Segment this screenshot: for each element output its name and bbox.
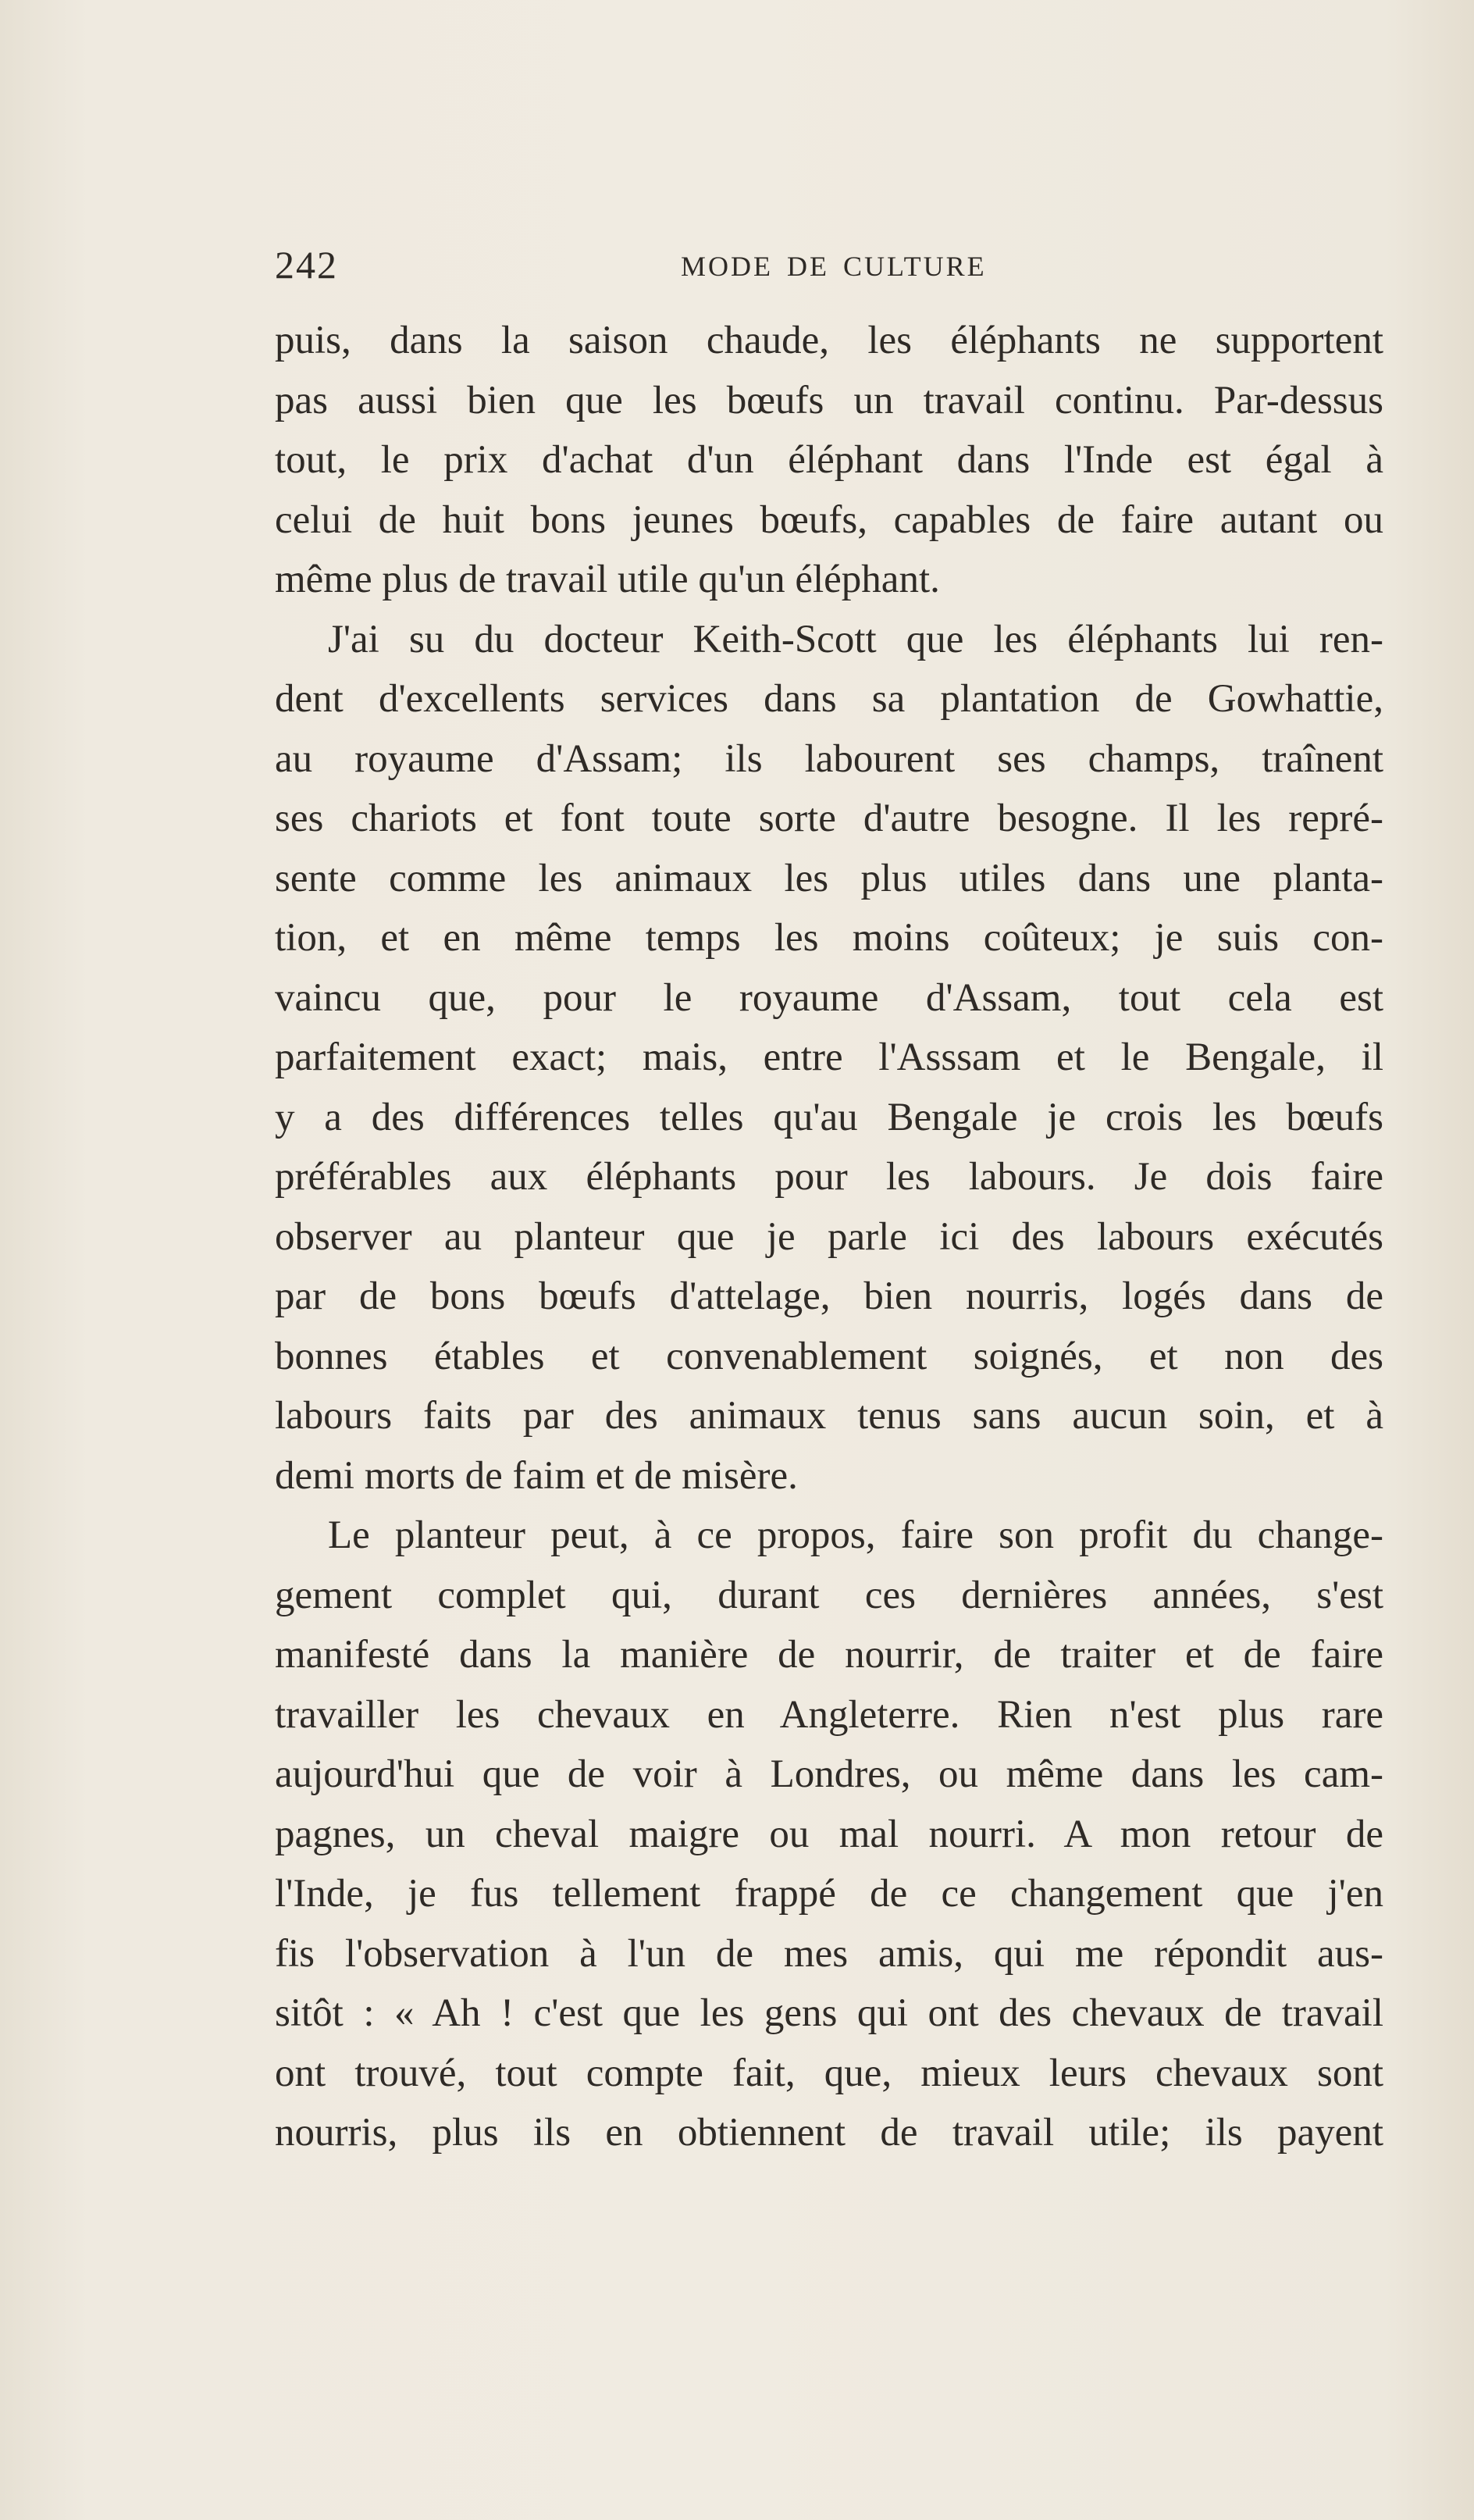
text-line: sente comme les animaux les plus utiles dans une planta- — [275, 856, 1383, 900]
text-line: par de bons bœufs d'attelage, bien nourris, logés dans de — [275, 1274, 1383, 1318]
text-line: J'ai su du docteur Keith-Scott que les éléphants lui ren- — [328, 617, 1383, 661]
text-line: aujourd'hui que de voir à Londres, ou même dans les cam- — [275, 1752, 1383, 1796]
text-line: labours faits par des animaux tenus sans aucun soin, et à — [275, 1394, 1383, 1438]
text-line: tion, et en même temps les moins coûteux; je suis con- — [275, 916, 1383, 960]
text-line: au royaume d'Assam; ils labourent ses champs, traînent — [275, 736, 1383, 781]
text-line: observer au planteur que je parle ici des labours exécutés — [275, 1214, 1383, 1259]
text-line: l'Inde, je fus tellement frappé de ce changement que j'en — [275, 1872, 1383, 1916]
text-line: travailler les chevaux en Angleterre. Rien n'est plus rare — [275, 1692, 1383, 1737]
text-line: fis l'observation à l'un de mes amis, qui me répondit aus- — [275, 1931, 1383, 1976]
text-line: manifesté dans la manière de nourrir, de traiter et de faire — [275, 1633, 1383, 1677]
text-line: Le planteur peut, à ce propos, faire son profit du change- — [328, 1513, 1383, 1557]
text-line: tout, le prix d'achat d'un éléphant dans l'Inde est égal à — [275, 438, 1383, 482]
text-line: ont trouvé, tout compte fait, que, mieux leurs chevaux sont — [275, 2051, 1383, 2095]
body-text — [275, 311, 1383, 2163]
text-line: demi morts de faim et de misère. — [275, 1453, 798, 1498]
text-line: pagnes, un cheval maigre ou mal nourri. A mon retour de — [275, 1812, 1383, 1856]
text-line: vaincu que, pour le royaume d'Assam, tout cela est — [275, 975, 1383, 1020]
text-line: parfaitement exact; mais, entre l'Asssam et le Bengale, il — [275, 1035, 1383, 1079]
text-line: sitôt : « Ah ! c'est que les gens qui ont des chevaux de travail — [275, 1991, 1383, 2035]
text-line: ses chariots et font toute sorte d'autre besogne. Il les repré- — [275, 797, 1383, 840]
running-title: MODE DE CULTURE — [681, 251, 987, 282]
text-line: gement complet qui, durant ces dernières années, s'est — [275, 1573, 1383, 1617]
text-line: y a des différences telles qu'au Bengale je crois les bœufs — [275, 1095, 1383, 1139]
text-line: préférables aux éléphants pour les labours. Je dois faire — [275, 1155, 1383, 1199]
text-line: bonnes étables et convenablement soignés, et non des — [275, 1334, 1383, 1378]
text-line: dent d'excellents services dans sa plantation de Gowhattie, — [275, 677, 1383, 721]
page-number: 242 — [275, 243, 338, 287]
text-line: même plus de travail utile qu'un éléphant. — [275, 558, 940, 601]
text-line: pas aussi bien que les bœufs un travail continu. Par-dessus — [275, 378, 1383, 422]
text-line: nourris, plus ils en obtiennent de travail utile; ils payent — [275, 2111, 1383, 2155]
text-line: celui de huit bons jeunes bœufs, capables de faire autant ou — [275, 497, 1383, 542]
page-header — [275, 234, 1383, 297]
text-line: puis, dans la saison chaude, les éléphants ne supportent — [275, 319, 1383, 362]
